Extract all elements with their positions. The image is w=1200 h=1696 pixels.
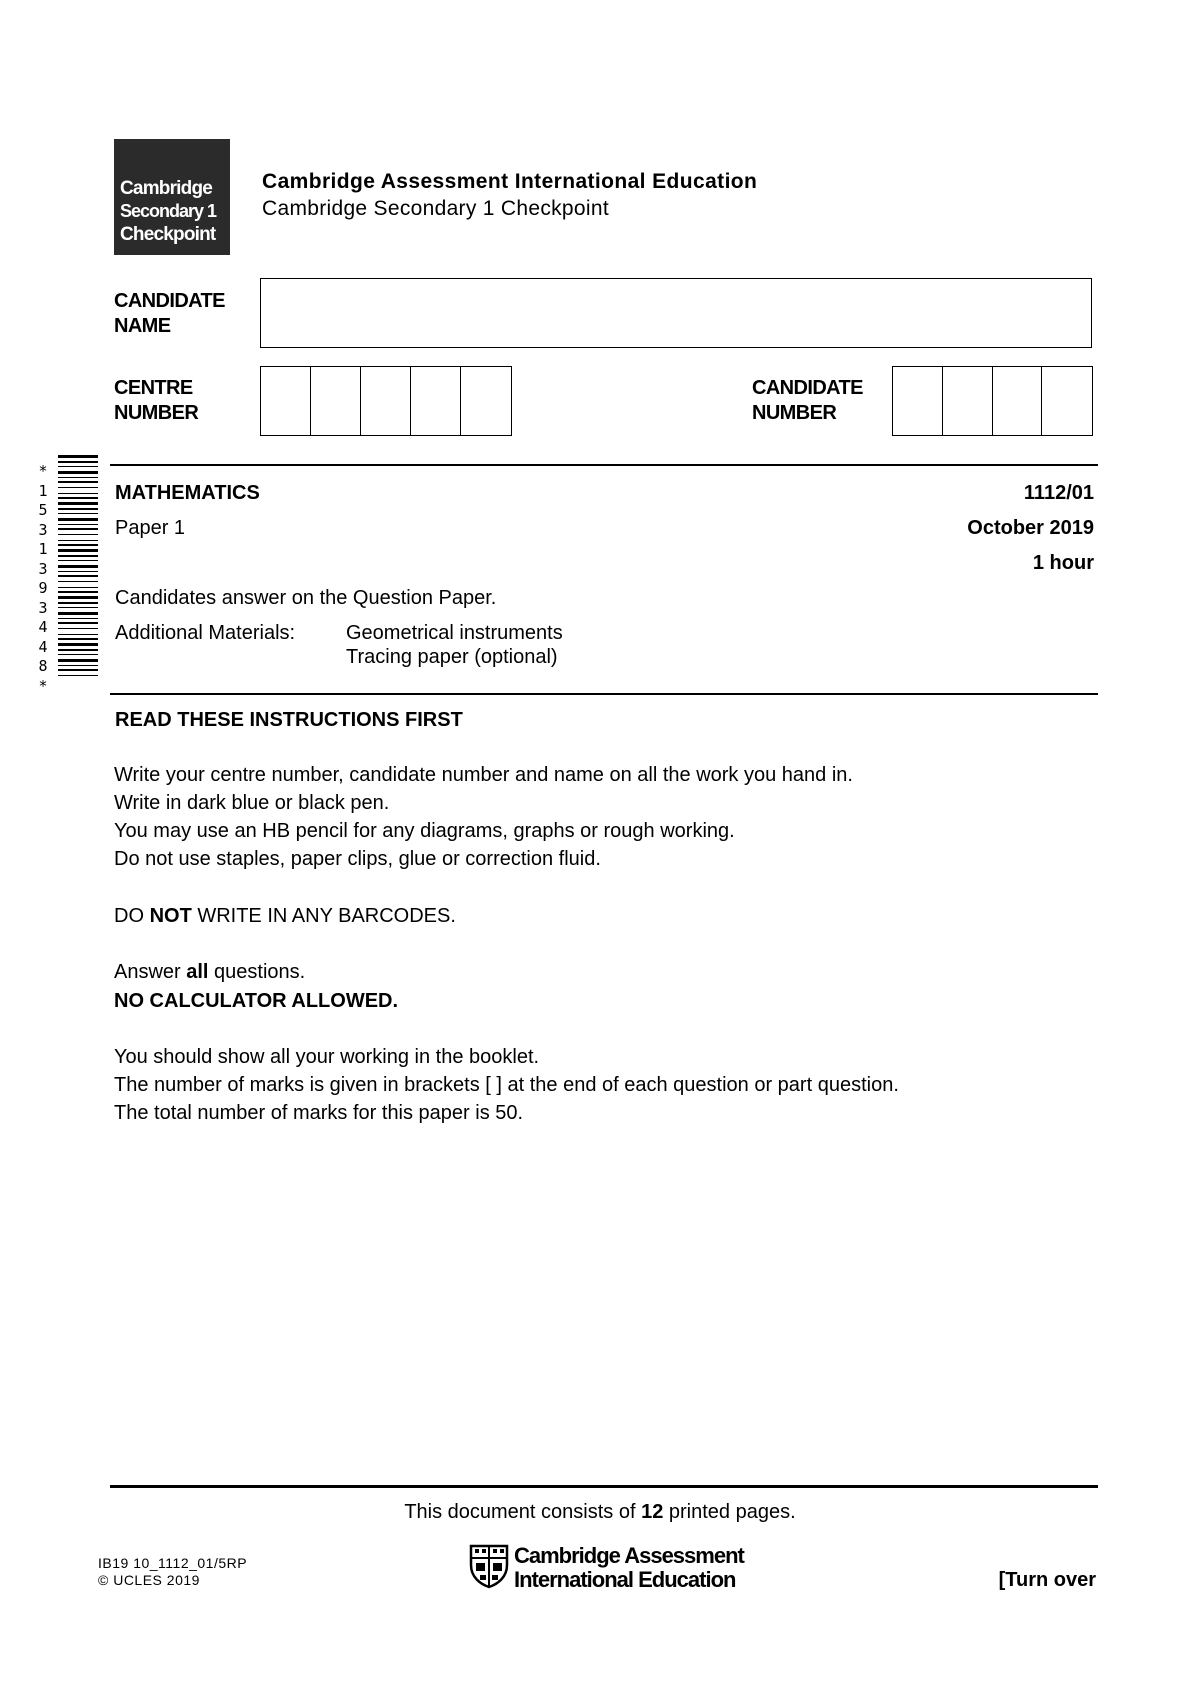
warning-emphasis: NOT: [149, 905, 192, 927]
label-line: CANDIDATE: [114, 290, 225, 312]
barcode-bar: [58, 596, 98, 599]
barcode-digits: [34, 462, 52, 696]
barcode-digit: *: [38, 676, 48, 695]
barcode-bar: [58, 549, 98, 552]
barcode-warning: [114, 902, 456, 930]
barcode-bar: [58, 602, 98, 604]
barcode-bar: [58, 461, 98, 463]
additional-materials-label: Additional Materials:: [115, 622, 296, 644]
barcode-bar: [58, 524, 98, 525]
barcode-bar: [58, 534, 98, 535]
footer-divider: [110, 1485, 1098, 1488]
organisation-name: Cambridge Assessment International Education: [262, 170, 758, 193]
barcode-bar: [58, 675, 98, 676]
barcode-bar: [58, 634, 98, 635]
instruction-line: You may use an HB pencil for any diagrams, graphs or rough working.: [114, 820, 735, 842]
material-item: Tracing paper (optional): [346, 646, 558, 668]
instruction-line: Write in dark blue or black pen.: [114, 792, 390, 814]
candidate-number-label: [752, 376, 863, 426]
answer-note: Candidates answer on the Question Paper.: [115, 587, 497, 609]
calculator-notice: NO CALCULATOR ALLOWED.: [114, 990, 399, 1012]
material-item: Geometrical instruments: [346, 622, 563, 644]
barcode-bar: [58, 575, 98, 577]
barcode-bar: [58, 544, 98, 546]
label-line: NUMBER: [752, 402, 837, 424]
barcode-bar: [58, 607, 98, 608]
answer-emphasis: all: [186, 961, 209, 983]
barcode-bar: [58, 628, 98, 629]
doc-code: IB19 10_1112_01/5RP: [98, 1555, 248, 1571]
divider: [110, 464, 1098, 466]
barcode-bar: [58, 481, 98, 483]
page-count-note: [0, 1500, 1200, 1524]
barcode-bar: [58, 565, 98, 568]
centre-number-box[interactable]: [461, 367, 511, 435]
paper-code: 1112/01: [1023, 482, 1094, 504]
label-line: NUMBER: [114, 402, 199, 424]
divider: [110, 693, 1098, 695]
warning-text: DO: [114, 905, 150, 927]
barcode-bar: [58, 528, 98, 530]
barcode-bar: [58, 654, 98, 655]
answer-text: questions.: [208, 961, 306, 983]
exam-session: October 2019: [967, 517, 1094, 539]
barcode-digit: 3: [38, 559, 48, 578]
logo-text-line: International Education: [514, 1567, 736, 1592]
candidate-number-box[interactable]: [993, 367, 1043, 435]
barcode-bar: [58, 493, 98, 494]
centre-number-box[interactable]: [411, 367, 461, 435]
barcode-bar: [58, 560, 98, 561]
barcode-bar: [58, 571, 98, 572]
candidate-name-label: [114, 289, 225, 339]
page-count: 12: [641, 1501, 664, 1523]
barcode-bar: [58, 659, 98, 662]
logo-line: Cambridge: [120, 178, 213, 199]
label-line: CENTRE: [114, 377, 193, 399]
subject: MATHEMATICS: [115, 482, 260, 504]
warning-text: WRITE IN ANY BARCODES.: [191, 905, 456, 927]
barcode-digit: *: [38, 462, 48, 480]
barcode-bar: [58, 487, 98, 488]
footer-logo-text: [514, 1544, 744, 1592]
barcode-bar: [58, 587, 98, 588]
centre-number-boxes[interactable]: [260, 366, 512, 436]
instructions-block: [114, 761, 853, 873]
candidate-number-box[interactable]: [943, 367, 993, 435]
instruction-line: The total number of marks for this paper is 50.: [114, 1102, 524, 1124]
instruction-line: Write your centre number, candidate number and name on all the work you hand in.: [114, 764, 853, 786]
barcode-bar: [58, 612, 98, 615]
instruction-line: The number of marks is given in brackets [ ] at the end of each question or part question.: [114, 1074, 899, 1096]
barcode-bar: [58, 555, 98, 557]
barcode-bar: [58, 497, 98, 499]
checkpoint-logo: [114, 139, 230, 255]
barcode-bar: [58, 508, 98, 510]
barcode-digit: 8: [38, 657, 48, 675]
instruction-line: Do not use staples, paper clips, glue or correction fluid.: [114, 848, 601, 870]
candidate-name-field[interactable]: [260, 278, 1092, 348]
barcode-bar: [58, 477, 98, 478]
paper-number: Paper 1: [115, 517, 186, 539]
barcode-digit: 4: [38, 618, 48, 636]
barcode-digit: 9: [38, 579, 48, 597]
barcode-bar: [58, 455, 98, 458]
document-code: [98, 1555, 247, 1589]
instructions-heading: READ THESE INSTRUCTIONS FIRST: [115, 709, 463, 731]
turn-over: [Turn over: [998, 1569, 1096, 1591]
candidate-number-box[interactable]: [893, 367, 943, 435]
page-count-text: printed pages.: [663, 1501, 796, 1523]
barcode-bar: [58, 502, 98, 505]
logo-line: Checkpoint: [120, 224, 216, 245]
centre-number-box[interactable]: [311, 367, 361, 435]
candidate-number-box[interactable]: [1042, 367, 1092, 435]
barcode-digit: 1: [38, 481, 48, 500]
barcode-digit: 3: [38, 520, 48, 539]
barcode-bar: [58, 638, 98, 640]
logo-text-line: Cambridge Assessment: [514, 1543, 744, 1568]
instruction-line: You should show all your working in the booklet.: [114, 1046, 540, 1068]
barcode-bar: [58, 581, 98, 582]
programme-name: Cambridge Secondary 1 Checkpoint: [262, 197, 609, 220]
barcode-digit: 1: [38, 540, 48, 558]
barcode-bar: [58, 540, 98, 541]
barcode: [58, 455, 98, 681]
instructions-block: [114, 1043, 899, 1127]
barcode-bar: [58, 665, 98, 666]
barcode-bar: [58, 518, 98, 521]
barcode-bar: [58, 622, 98, 624]
barcode-bar: [58, 466, 98, 467]
label-line: CANDIDATE: [752, 377, 863, 399]
barcode-bar: [58, 618, 98, 619]
copyright: © UCLES 2019: [98, 1572, 200, 1588]
label-line: NAME: [114, 315, 171, 337]
barcode-bar: [58, 649, 98, 651]
barcode-bar: [58, 471, 98, 474]
candidate-number-boxes[interactable]: [892, 366, 1093, 436]
centre-number-label: [114, 376, 198, 426]
barcode-bar: [58, 513, 98, 514]
centre-number-box[interactable]: [361, 367, 411, 435]
logo-line: Secondary 1: [120, 201, 217, 221]
crest-icon: [468, 1543, 510, 1589]
centre-number-box[interactable]: [261, 367, 311, 435]
answer-text: Answer: [114, 961, 187, 983]
answer-instruction: [114, 958, 305, 986]
barcode-bar: [58, 591, 98, 593]
barcode-digit: 5: [38, 501, 48, 519]
exam-duration: 1 hour: [1032, 552, 1094, 574]
barcode-bar: [58, 669, 98, 671]
barcode-digit: 3: [38, 598, 48, 617]
barcode-bar: [58, 643, 98, 646]
page-count-text: This document consists of: [404, 1501, 642, 1523]
barcode-digit: 4: [38, 637, 48, 656]
